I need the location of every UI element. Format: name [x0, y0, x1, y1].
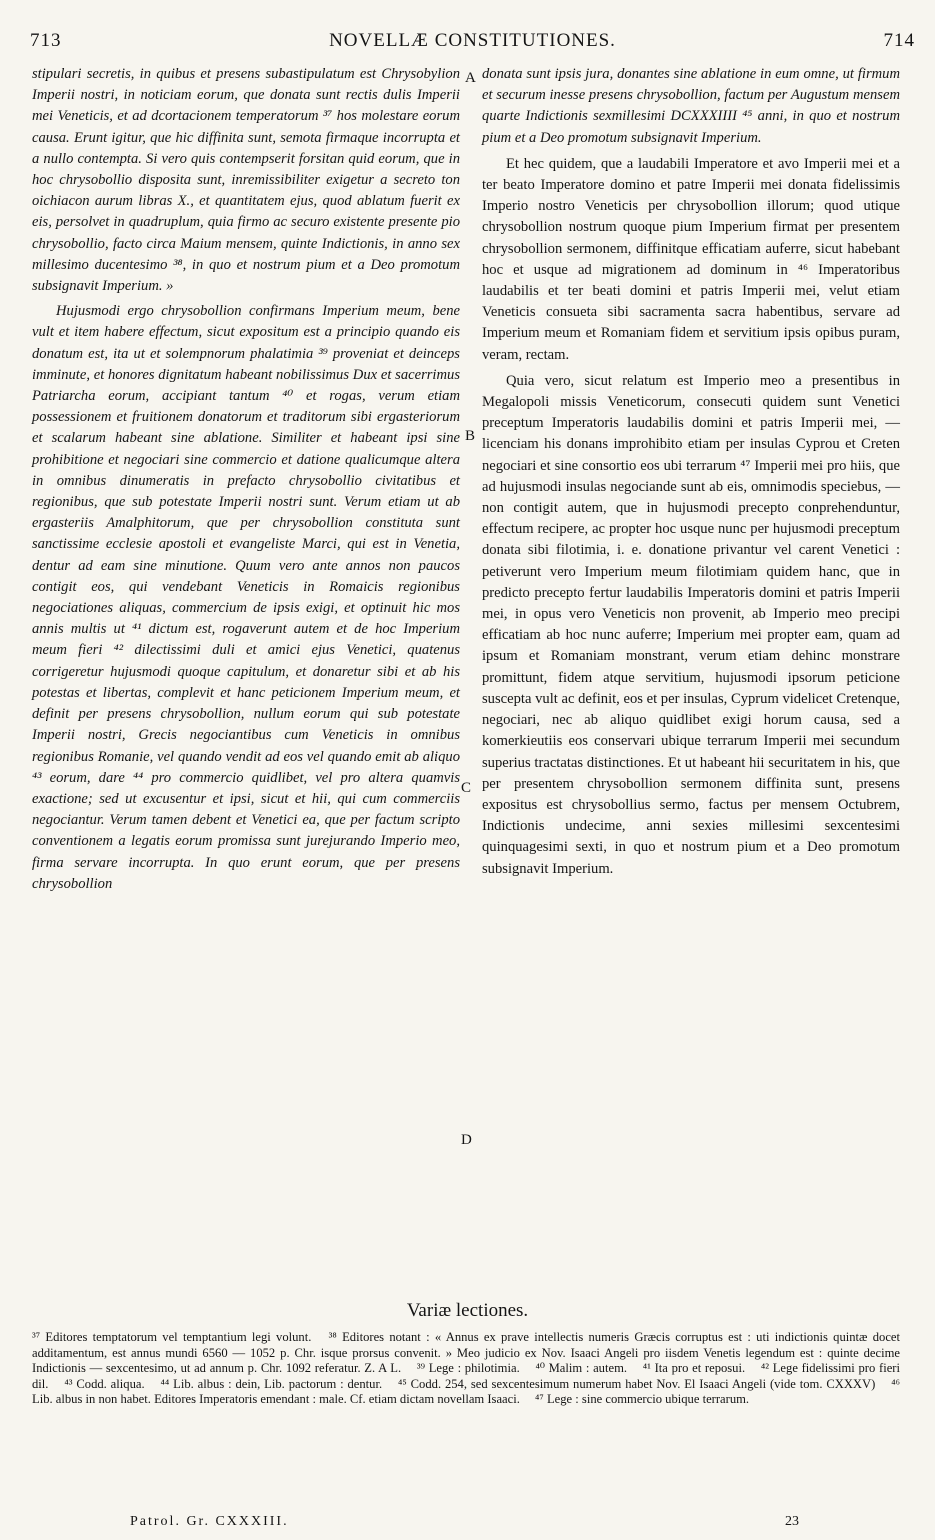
left-paragraph-2: Hujusmodi ergo chrysobollion confirmans Imperium meum, bene vult et item habere effectum, sicut expositum est a principio quando eis donatum est, ita ut et solempnorum phalatimia ³⁹ proveniat et deinceps imminute, et honores dignitatum habeant nobilissimus Dux et sacerrimus Patriarcha eorum, accipiant tantum ⁴⁰ et rogas, verum etiam possessionem et fruitionem donatorum et traditorum sibi ergasteriorum et scalarum habeant sine ablatione. Similiter et habeant ipsi sine prohibitione et negociari sine commercio et datione qualicumque altera in omnibus dinumeratis in prefacto chrysobollio civitatibus et regionibus, que sub potestate Imperii nostri sunt. Verum etiam ut ab ergasteriis Amalphitorum, que per chrysobollion constituta sunt sanctissime ecclesie apostoli et evangeliste Marci, qui est in Venetia, dentur ad eam sine minutione. Quum vero ante annos non paucos contigit eos, qui vendebant Veneticis in Romaicis regionibus negociationes aliquas, commercium de ipsis exigi, et optinuit hic mos annis multis ut ⁴¹ dictum est, rogaverunt autem et de hoc Imperium meum fieri ⁴² dilectissimi duli et amici ejus Venetici, quatenus corrigeretur hujusmodi quoque capitulum, et donaretur sibi et ab his potestas et libertas, complevit et hanc peticionem Imperium meum, et definit per presens chrysobollion, nullum eorum qui sub potestate Imperii nostri, Grecis negociantibus cum Veneticis in omnibus regionibus Romanie, vel quando vendit ad eos vel quando emit ab aliquo ⁴³ eorum, dare ⁴⁴ pro commercio quidlibet, vel pro altera quamvis exactione; sed ut excusentur et ipsi, sicut et hii, qui cum commerciis negociantur. Verum tamen debent et Venetici ea, que per factum scripto conventionem a legatis eorum promissa sunt jurejurando Imperio meo, firma servare incorrupta. In quo erunt eorum, que per presens chrysobollion: [32, 303, 460, 892]
footnote-37: ³⁷ Editores temptatorum vel temptantium legi volunt.: [32, 1330, 312, 1344]
margin-marker-a: A: [465, 70, 476, 86]
margin-marker-d: D: [461, 1132, 472, 1148]
variae-lectiones-title: Variæ lectiones.: [406, 1300, 529, 1321]
right-paragraph-3: Quia vero, sicut relatum est Imperio meo a presentibus in Megalopoli missis Veneticorum, consecuti quidem sunt Venetici preceptum Imperatoris laudabilis domini et patris Imperii mei, — licenciam his donans improhibito etiam per insulas Cyprou et Creten negociari et sine consortio eos ubi terrarum ⁴⁷ Imperii mei pro hiis, que ad hujusmodi insulas negociande sunt ab eis, omnimodis speciebus, — non contigit autem, que in hujusmodi precepto conprehenduntur, effectum recipere, ac propter hoc usque nunc per hujusmodi preceptum donata sibi filotimia, i. e. donatione privantur vel carent Venetici : petiverunt vero Imperium meum filotimiam quidem hanc, que in predicto precepto fertur laudabilis Imperatoris domini et patris Imperii mei, in opus vero Veneticis non provenit, ab Imperio meo precipi efficatiam ab hoc nunc auferre; Imperium mei propter eam, quam ad ipsum et Romaniam monstrant, verum etiam dehinc monstrare promittunt, fidem atque servitium, hujusmodi ipsorum peticione suscepta vult ac definit, eos et per insulas, Cyprum videlicet Cretenque, negociari, nec ab aliquo quidlibet exigi horum causa, sed a komerkieutiis eos conservari ubique terrarum Imperii mei secundum superius tractatas distinctiones. Et ut habeant hii securitatem in his, que per presentem chrysobollion sermonem diffinita sunt, presens expositus est chrysobollius sermo, factus per mensem Octubrem, Indictionis undecime, anni sexies millesimi sexcentesimi quinquagesimi sexti, in quo et nostrum pium et a Deo promotum subsignavit Imperium.: [482, 372, 900, 877]
footnote-45: ⁴⁵ Codd. 254, sed sexcentesimum numerum habet Nov. El Isaaci Angeli (vide tom. CXXXV): [398, 1376, 876, 1391]
footnote-46: ⁴⁶ Lib. albus in non habet. Editores Imperatoris emendant : male. Cf. etiam dictam novellam Isaaci.: [32, 1376, 900, 1407]
page-number-right: 714: [883, 30, 915, 51]
footnote-42: ⁴² Lege fidelissimi pro fieri dil.: [32, 1361, 900, 1391]
footnote-41: ⁴¹ Ita pro et reposui.: [642, 1361, 746, 1376]
running-title: NOVELLÆ CONSTITUTIONES.: [329, 30, 616, 51]
footnotes: [32, 1330, 900, 1408]
footnote-39: ³⁹ Lege : philotimia.: [416, 1361, 520, 1376]
footer-volume: Patrol. Gr. CXXXIII.: [130, 1514, 289, 1529]
page-header: [30, 30, 915, 60]
margin-marker-b: B: [465, 428, 476, 444]
right-column: [482, 64, 900, 880]
footnote-47: ⁴⁷ Lege : sine commercio ubique terrarum.: [535, 1392, 750, 1407]
footnote-44: ⁴⁴ Lib. albus : dein, Lib. pactorum : dentur.: [160, 1376, 383, 1391]
footnote-43: ⁴³ Codd. aliqua.: [64, 1376, 145, 1391]
footnote-38: ³⁸ Editores notant : « Annus ex prave intellectis numeris Græcis corruptus est : uti indictionis quintæ docet additamentum, est annus mundi 6560 — 1052 p. Chr. isque prorsus convenit. » Meo judicio ex Nov. Isaaci Angeli pro iisdem Venetis legendum est : quinte decime Indictionis — sexcentesimo, ut ad annum p. Chr. 1092 referatur. Z. A L.: [32, 1330, 900, 1376]
left-column: [32, 64, 460, 895]
left-paragraph-1: stipulari secretis, in quibus et presens subastipulatum est Chrysobylion Imperii nostri, in noticiam eorum, que donata sunt rectis dulis Imperii mei Veneticis, et ad dcortacionem temperatorum ³⁷ hos molestare eorum causa. Erunt igitur, que hic diffinita sunt, semota firmaque incorrupta et a nullo contempta. Si vero quis contempserit forsitan quid eorum, que in hoc chrysobollio disposita sunt, inremissibiliter exigetur a secreto ton oichiacon aurum libras X., et quantitatem ejus, quod ablatum fuerit ex eis, persolvet in quadruplum, quia firmo ac securo existente presente pio chrysobollio, facto circa Maium mensem, quinte Indictionis, in anno sex millesimo ducentesimo ³⁸, in quo et nostrum pium et a Deo promotum subsignavit Imperium. »: [32, 66, 460, 295]
right-paragraph-2: Et hec quidem, que a laudabili Imperatore et avo Imperii mei et a ter beato Imperatore domino et patre Imperii mei donata fidelissimis Imperio nostro Veneticis per chrysobollion illorum; quod utique chrysobollion nostrum quoque pium Imperium firmat per presentem chrysobollion sermonem, diffinitque efficatiam auferre, sicut habebant hoc et usque ad migrationem ad dominum in ⁴⁶ Imperatoribus laudabilis et ter beati domini et patris Imperii mei, velut etiam Veneticis consueta sibi sacramenta sacra habentibus, servare ad Imperium meum et Romaniam fidem et servitium ipsis opibus puram, veram, rectam.: [482, 155, 900, 363]
margin-marker-c: C: [461, 780, 472, 796]
footnote-40: ⁴⁰ Malim : autem.: [535, 1361, 628, 1376]
page-number-left: 713: [30, 30, 62, 51]
right-paragraph-1: donata sunt ipsis jura, donantes sine ablatione in eum omne, ut firmum et securum inesse presens chrysobollion, factum per Augustum mensem quarte Indictionis sexmillesimi DCXXXIIII ⁴⁵ anni, in quo et nostrum pium et a Deo promotum subsignavit Imperium.: [482, 66, 900, 146]
page-footer: [0, 1514, 935, 1534]
footer-signature: 23: [785, 1514, 799, 1529]
